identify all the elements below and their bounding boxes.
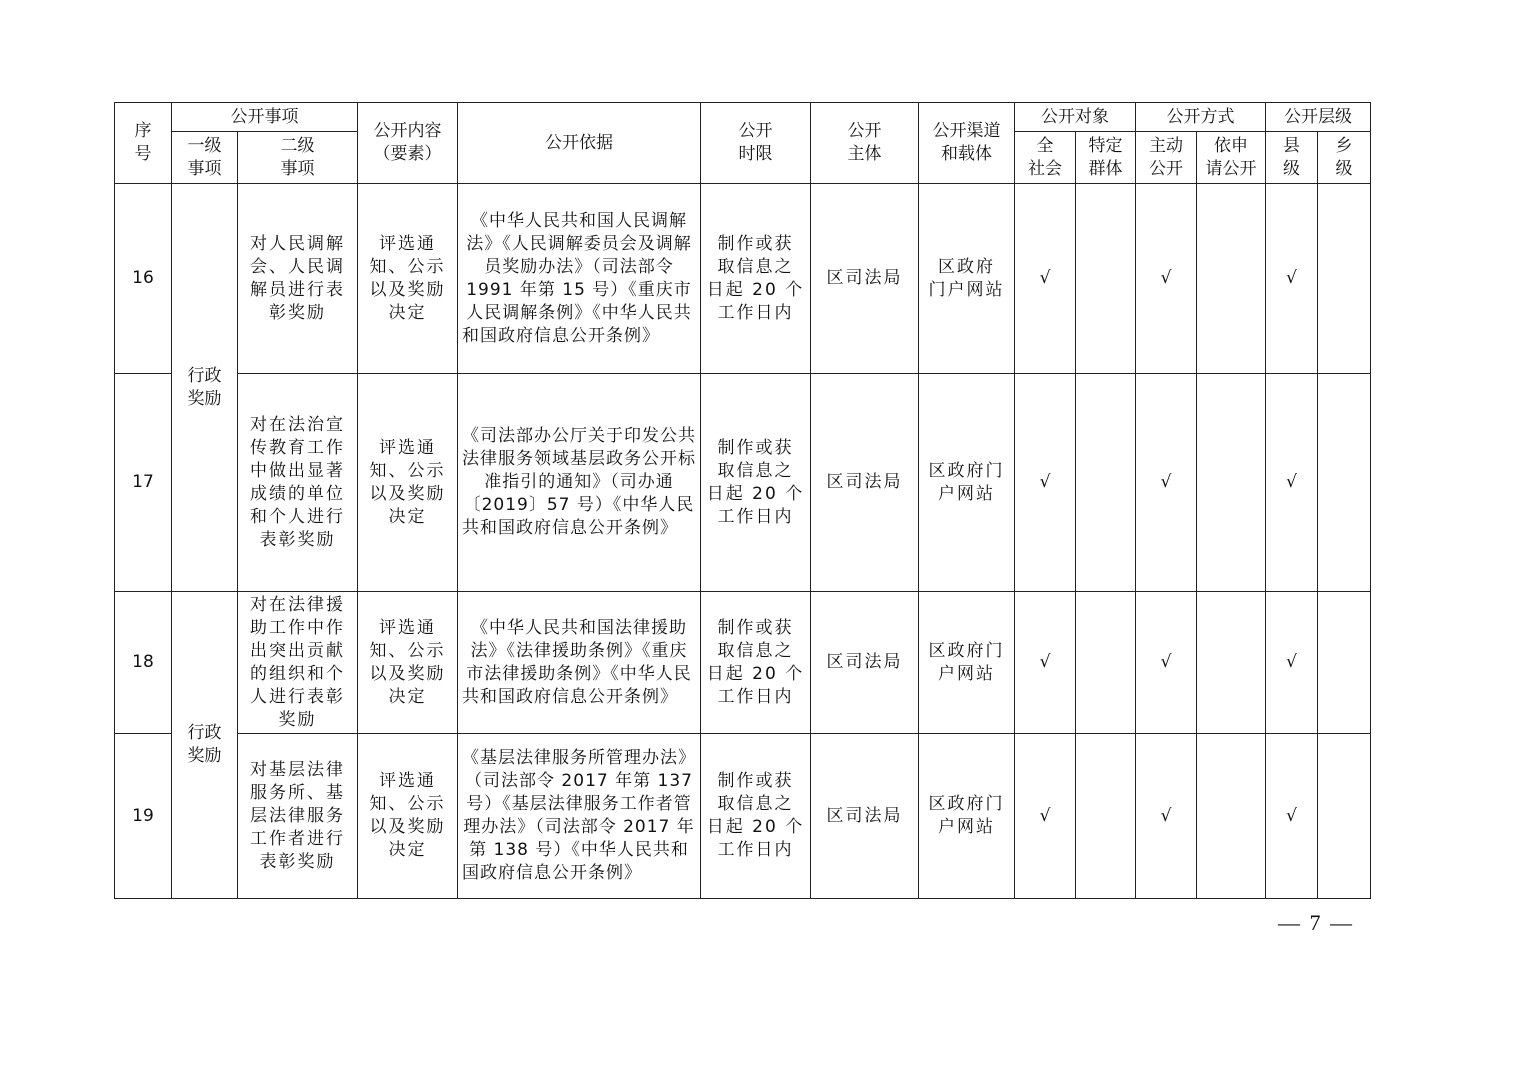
row-check-apply bbox=[1197, 734, 1266, 899]
row-check-township bbox=[1318, 374, 1371, 592]
header-method-group: 公开方式 bbox=[1136, 103, 1266, 132]
row-item: 对在法律援 助工作中作 出突出贡献 的组织和个 人进行表彰 奖励 bbox=[238, 592, 358, 734]
header-level-county: 县 级 bbox=[1266, 132, 1318, 184]
row-check-township bbox=[1318, 734, 1371, 899]
row-subject: 区司法局 bbox=[811, 734, 919, 899]
row-seq: 16 bbox=[115, 184, 172, 374]
row-check-all: √ bbox=[1015, 374, 1076, 592]
table-row bbox=[115, 592, 1371, 734]
row-basis: 《基层法律服务所管理办法》（司法部令 2017 年第 137 号）《基层法律服务工作者管理办法》（司法部令 2017 年第 138 号）《中华人民共和国政府信息公开条例》 bbox=[458, 734, 701, 899]
row-check-specific bbox=[1076, 184, 1136, 374]
row-content: 评选通 知、公示 以及奖励 决定 bbox=[358, 184, 458, 374]
row-check-specific bbox=[1076, 592, 1136, 734]
row-group-label: 行政 奖励 bbox=[172, 184, 238, 592]
row-timelimit: 制作或获 取信息之 日起 20 个 工作日内 bbox=[701, 374, 811, 592]
header-level2: 二级 事项 bbox=[238, 132, 358, 184]
row-check-apply bbox=[1197, 374, 1266, 592]
table-row bbox=[115, 184, 1371, 374]
row-channel: 区政府门 户网站 bbox=[919, 734, 1015, 899]
row-basis: 《中华人民共和国人民调解法》《人民调解委员会及调解员奖励办法》（司法部令 1991 年第 15 号）《重庆市人民调解条例》《中华人民共和国政府信息公开条例》 bbox=[458, 184, 701, 374]
header-content: 公开内容 （要素） bbox=[358, 103, 458, 184]
row-check-all: √ bbox=[1015, 734, 1076, 899]
row-check-apply bbox=[1197, 592, 1266, 734]
header-items-group: 公开事项 bbox=[172, 103, 358, 132]
row-subject: 区司法局 bbox=[811, 374, 919, 592]
row-channel: 区政府门 户网站 bbox=[919, 374, 1015, 592]
row-check-township bbox=[1318, 592, 1371, 734]
header-level-township: 乡 级 bbox=[1318, 132, 1371, 184]
header-channel: 公开渠道 和载体 bbox=[919, 103, 1015, 184]
row-check-specific bbox=[1076, 734, 1136, 899]
page-number: — 7 — bbox=[1278, 910, 1354, 935]
row-timelimit: 制作或获 取信息之 日起 20 个 工作日内 bbox=[701, 592, 811, 734]
table-row bbox=[115, 374, 1371, 592]
row-check-county: √ bbox=[1266, 184, 1318, 374]
header-subject: 公开 主体 bbox=[811, 103, 919, 184]
header-target-specific: 特定 群体 bbox=[1076, 132, 1136, 184]
row-check-apply bbox=[1197, 184, 1266, 374]
header-timelimit: 公开 时限 bbox=[701, 103, 811, 184]
header-target-group: 公开对象 bbox=[1015, 103, 1136, 132]
row-check-township bbox=[1318, 184, 1371, 374]
header-seq: 序 号 bbox=[115, 103, 172, 184]
row-check-specific bbox=[1076, 374, 1136, 592]
row-group-label: 行政 奖励 bbox=[172, 592, 238, 899]
row-timelimit: 制作或获 取信息之 日起 20 个 工作日内 bbox=[701, 184, 811, 374]
row-check-all: √ bbox=[1015, 592, 1076, 734]
row-seq: 17 bbox=[115, 374, 172, 592]
row-channel: 区政府门 户网站 bbox=[919, 592, 1015, 734]
row-check-active: √ bbox=[1136, 592, 1197, 734]
table-row bbox=[115, 734, 1371, 899]
header-basis: 公开依据 bbox=[458, 103, 701, 184]
row-check-county: √ bbox=[1266, 592, 1318, 734]
row-content: 评选通 知、公示 以及奖励 决定 bbox=[358, 734, 458, 899]
row-content: 评选通 知、公示 以及奖励 决定 bbox=[358, 374, 458, 592]
header-target-all: 全 社会 bbox=[1015, 132, 1076, 184]
row-subject: 区司法局 bbox=[811, 592, 919, 734]
row-check-active: √ bbox=[1136, 734, 1197, 899]
row-item: 对人民调解 会、人民调 解员进行表 彰奖励 bbox=[238, 184, 358, 374]
row-check-active: √ bbox=[1136, 184, 1197, 374]
row-timelimit: 制作或获 取信息之 日起 20 个 工作日内 bbox=[701, 734, 811, 899]
row-check-county: √ bbox=[1266, 374, 1318, 592]
row-seq: 18 bbox=[115, 592, 172, 734]
row-basis: 《司法部办公厅关于印发公共法律服务领域基层政务公开标准指引的通知》（司办通〔2019〕57 号）《中华人民共和国政府信息公开条例》 bbox=[458, 374, 701, 592]
row-item: 对在法治宣 传教育工作 中做出显著 成绩的单位 和个人进行 表彰奖励 bbox=[238, 374, 358, 592]
disclosure-table bbox=[114, 102, 1371, 899]
row-channel: 区政府 门户网站 bbox=[919, 184, 1015, 374]
header-method-active: 主动 公开 bbox=[1136, 132, 1197, 184]
row-basis: 《中华人民共和国法律援助法》《法律援助条例》《重庆市法律援助条例》《中华人民共和国政府信息公开条例》 bbox=[458, 592, 701, 734]
row-check-all: √ bbox=[1015, 184, 1076, 374]
row-item: 对基层法律 服务所、基 层法律服务 工作者进行 表彰奖励 bbox=[238, 734, 358, 899]
header-level1: 一级 事项 bbox=[172, 132, 238, 184]
row-content: 评选通 知、公示 以及奖励 决定 bbox=[358, 592, 458, 734]
row-seq: 19 bbox=[115, 734, 172, 899]
row-check-county: √ bbox=[1266, 734, 1318, 899]
header-level-group: 公开层级 bbox=[1266, 103, 1371, 132]
header-row-1 bbox=[115, 103, 1371, 132]
header-method-apply: 依申 请公开 bbox=[1197, 132, 1266, 184]
row-subject: 区司法局 bbox=[811, 184, 919, 374]
row-check-active: √ bbox=[1136, 374, 1197, 592]
